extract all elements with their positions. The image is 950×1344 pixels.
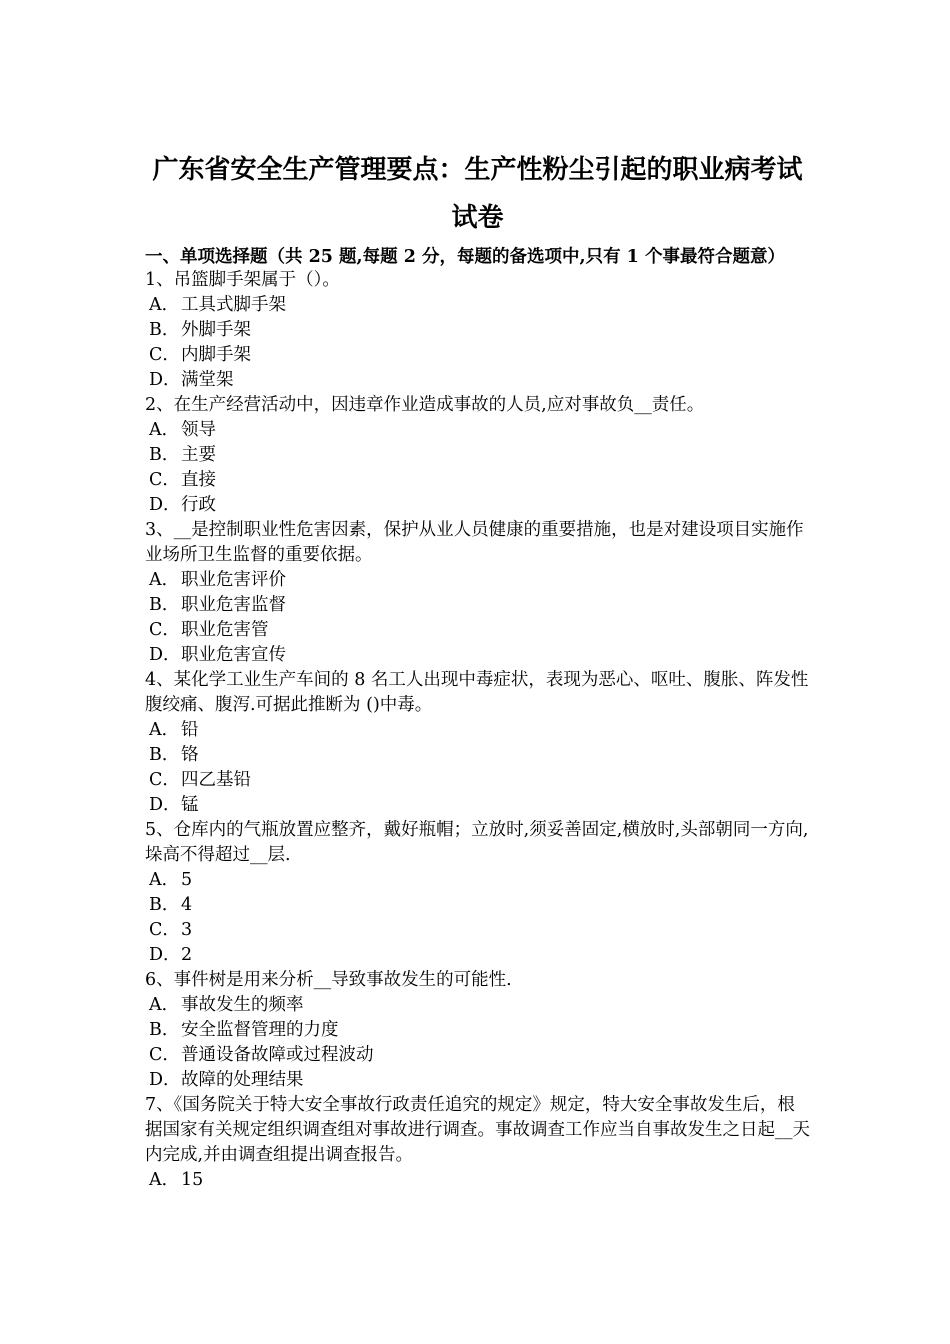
option-text: 安全监督管理的力度 xyxy=(181,1020,339,1040)
answer-option xyxy=(145,718,810,743)
option-letter: B． xyxy=(149,895,180,915)
option-letter: D． xyxy=(149,795,181,815)
question-text: 4、某化学工业生产车间的 8 名工人出现中毒症状，表现为恶心、呕吐、腹胀、阵发性腹绞痛、腹泻.可据此推断为 ()中毒。 xyxy=(145,670,809,715)
answer-option xyxy=(145,293,810,318)
option-text: 四乙基铅 xyxy=(181,770,251,790)
question-text: 3、__是控制职业性危害因素，保护从业人员健康的重要措施，也是对建设项目实施作业场所卫生监督的重要依据。 xyxy=(145,520,804,565)
answer-option xyxy=(145,318,810,343)
document-title xyxy=(145,146,810,242)
answer-option xyxy=(145,1018,810,1043)
option-text: 4 xyxy=(181,895,193,915)
option-text: 铅 xyxy=(181,720,199,740)
option-letter: B． xyxy=(149,1020,180,1040)
option-letter: C． xyxy=(149,620,180,640)
answer-option xyxy=(145,643,810,668)
option-letter: A． xyxy=(149,720,180,740)
answer-option xyxy=(145,1068,810,1093)
option-text: 直接 xyxy=(181,470,216,490)
option-text: 5 xyxy=(181,870,193,890)
option-letter: B． xyxy=(149,595,180,615)
answer-option xyxy=(145,618,810,643)
option-letter: A． xyxy=(149,870,180,890)
option-text: 行政 xyxy=(181,495,216,515)
option-letter: D． xyxy=(149,645,181,665)
option-letter: D． xyxy=(149,945,181,965)
option-text: 满堂架 xyxy=(181,370,234,390)
option-letter: A． xyxy=(149,420,180,440)
option-text: 职业危害评价 xyxy=(181,570,286,590)
option-text: 主要 xyxy=(181,445,216,465)
option-text: 职业危害管 xyxy=(181,620,269,640)
answer-option xyxy=(145,918,810,943)
option-text: 锰 xyxy=(181,795,199,815)
answer-option xyxy=(145,1043,810,1068)
option-text: 2 xyxy=(181,945,193,965)
answer-option xyxy=(145,993,810,1018)
title-line-1: 广东省安全生产管理要点：生产性粉尘引起的职业病考试 xyxy=(152,155,803,185)
option-letter: C． xyxy=(149,345,180,365)
option-text: 内脚手架 xyxy=(181,345,251,365)
option-letter: B． xyxy=(149,745,180,765)
question-text: 5、仓库内的气瓶放置应整齐，戴好瓶帽；立放时,须妥善固定,横放时,头部朝同一方向,垛高不得超过__层. xyxy=(145,820,809,865)
question-text: 7、《国务院关于特大安全事故行政责任追究的规定》规定，特大安全事故发生后，根据国家有关规定组织调查组对事故进行调查。事故调查工作应当自事故发生之日起__天内完成,并由调查组提出调查报告。 xyxy=(145,1095,810,1165)
answer-option xyxy=(145,868,810,893)
answer-option xyxy=(145,943,810,968)
question-list xyxy=(145,268,810,1193)
answer-option xyxy=(145,768,810,793)
option-letter: A． xyxy=(149,570,180,590)
section-heading: 一、单项选择题（共 25 题,每题 2 分，每题的备选项中,只有 1 个事最符合题意） xyxy=(145,247,785,267)
document-page xyxy=(145,146,810,1193)
option-letter: B． xyxy=(149,320,180,340)
answer-option xyxy=(145,443,810,468)
option-letter: B． xyxy=(149,445,180,465)
option-letter: D． xyxy=(149,1070,181,1090)
option-letter: D． xyxy=(149,370,181,390)
answer-option xyxy=(145,418,810,443)
option-text: 3 xyxy=(181,920,193,940)
option-text: 铬 xyxy=(181,745,199,765)
answer-option xyxy=(145,1168,810,1193)
option-text: 故障的处理结果 xyxy=(181,1070,304,1090)
answer-option xyxy=(145,368,810,393)
option-text: 外脚手架 xyxy=(181,320,251,340)
answer-option xyxy=(145,493,810,518)
answer-option xyxy=(145,568,810,593)
option-text: 领导 xyxy=(181,420,216,440)
option-letter: C． xyxy=(149,920,180,940)
answer-option xyxy=(145,343,810,368)
option-letter: D． xyxy=(149,495,181,515)
question-text: 2、在生产经营活动中，因违章作业造成事故的人员,应对事故负__责任。 xyxy=(145,395,705,415)
option-letter: C． xyxy=(149,470,180,490)
option-text: 职业危害宣传 xyxy=(181,645,286,665)
answer-option xyxy=(145,743,810,768)
option-text: 普通设备故障或过程波动 xyxy=(181,1045,374,1065)
answer-option xyxy=(145,893,810,918)
option-letter: C． xyxy=(149,1045,180,1065)
option-text: 事故发生的频率 xyxy=(181,995,304,1015)
title-line-2: 试卷 xyxy=(451,203,504,233)
question-text: 6、事件树是用来分析__导致事故发生的可能性. xyxy=(145,970,512,990)
option-text: 15 xyxy=(181,1170,204,1190)
option-letter: A． xyxy=(149,995,180,1015)
option-text: 工具式脚手架 xyxy=(181,295,286,315)
answer-option xyxy=(145,468,810,493)
answer-option xyxy=(145,793,810,818)
question-text: 1、吊篮脚手架属于（）。 xyxy=(145,270,340,290)
option-text: 职业危害监督 xyxy=(181,595,286,615)
answer-option xyxy=(145,593,810,618)
option-letter: A． xyxy=(149,1170,180,1190)
option-letter: C． xyxy=(149,770,180,790)
option-letter: A． xyxy=(149,295,180,315)
